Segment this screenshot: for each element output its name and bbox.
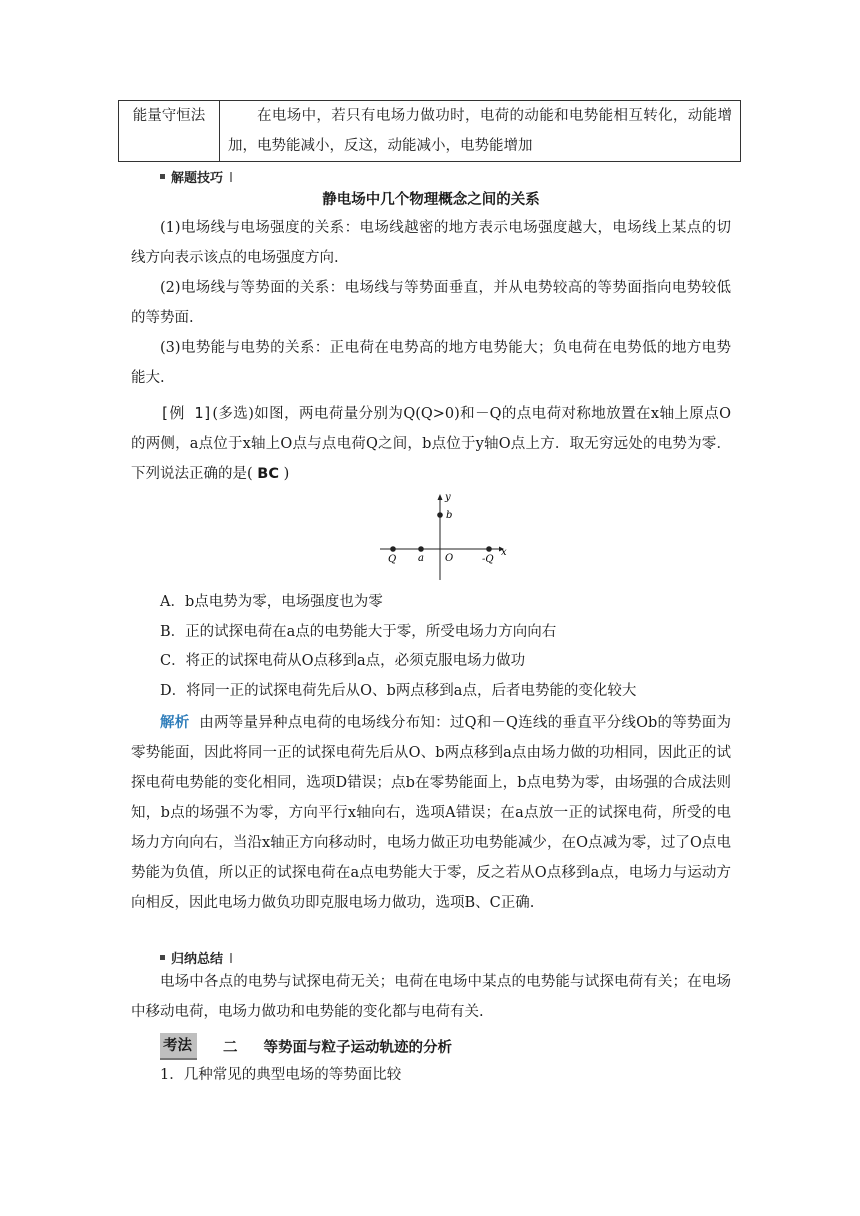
example-answer: BC — [257, 466, 279, 482]
tips-tag-label: 解题技巧 — [171, 171, 224, 186]
summary-tag-label: 归纳总结 — [171, 952, 224, 967]
table-row — [119, 101, 741, 162]
point-a-label: a — [418, 553, 424, 564]
charge-diagram — [380, 490, 510, 582]
charge-negative-Q-label: -Q — [482, 554, 494, 565]
example-close: ) — [283, 466, 290, 482]
divider-bar-icon — [230, 953, 232, 963]
divider-bar-icon — [230, 172, 232, 182]
method-name-cell: 能量守恒法 — [119, 101, 220, 162]
charge-negative-Q — [486, 546, 492, 552]
option-c: C．将正的试探电荷从O点移到a点，必须克服电场力做功 — [160, 653, 526, 669]
example-question — [131, 398, 731, 489]
law-table — [118, 100, 741, 162]
tips-item-2: (2)电场线与等势面的关系：电场线与等势面垂直，并从电势较高的等势面指向电势较低的等势面. — [131, 280, 731, 326]
option-a: A．b点电势为零，电场强度也为零 — [160, 594, 383, 610]
method-description-cell: 在电场中，若只有电场力做功时，电荷的动能和电势能相互转化，动能增加，电势能减小，反这，动能减小，电势能增加 — [220, 101, 741, 162]
square-bullet-icon — [160, 174, 165, 179]
tips-title: 静电场中几个物理概念之间的关系 — [322, 191, 540, 208]
section-heading — [160, 1033, 452, 1060]
point-b — [437, 512, 443, 518]
subheading: 1．几种常见的典型电场的等势面比较 — [160, 1067, 402, 1083]
y-axis-label: y — [445, 492, 451, 503]
option-d: D．将同一正的试探电荷先后从O、b两点移到a点，后者电势能的变化较大 — [160, 683, 637, 699]
analysis-label: 解析 — [160, 714, 190, 731]
tips-item-1: (1)电场线与电场强度的关系：电场线越密的地方表示电场强度越大，电场线上某点的切线方向表示该点的电场强度方向. — [131, 220, 731, 266]
option-b: B．正的试探电荷在a点的电势能大于零，所受电场力方向向右 — [160, 624, 557, 640]
tips-item-3: (3)电势能与电势的关系：正电荷在电势高的地方电势能大；负电荷在电势低的地方电势能大. — [131, 340, 731, 386]
y-axis-arrow-icon — [438, 494, 443, 500]
point-a — [418, 546, 424, 552]
charge-Q-label: Q — [388, 554, 397, 565]
example-label: [例 1] — [160, 404, 213, 422]
square-bullet-icon — [160, 955, 165, 960]
x-axis-label: x — [501, 547, 507, 558]
section-title: 等势面与粒子运动轨迹的分析 — [263, 1039, 452, 1056]
tips-tag — [160, 167, 232, 186]
section-box: 考法 — [160, 1033, 197, 1060]
example-text: (多选)如图，两电荷量分别为Q(Q>0)和－Q的点电荷对称地放置在x轴上原点O的两侧，a点位于x轴上O点与点电荷Q之间，b点位于y轴O点上方．取无穷远处的电势为零．下列说法正确的是( — [131, 406, 731, 482]
analysis-text: 由两等量异种点电荷的电场线分布知：过Q和－Q连线的垂直平分线Ob的等势面为零势能面，因此将同一正的试探电荷先后从O、b两点移到a点由场力做的功相同，因此正的试探电荷电势能的变化相同，选项D错误；点b在零势能面上，b点电势为零，由场强的合成法则知，b点的场强不为零，方向平行x轴向右，选项A错误；在a点放一正的试探电荷，所受的电场力方向向右，当沿x轴正方向移动时，电场力做正功电势能减少，在O点减为零，过了O点电势能为负值，所以正的试探电荷在a点电势能大于零，反之若从O点移到a点，电场力与运动方向相反，因此电场力做负功即克服电场力做功，选项B、C正确. — [131, 715, 732, 911]
analysis-paragraph — [131, 708, 731, 918]
summary-text: 电场中各点的电势与试探电荷无关；电荷在电场中某点的电势能与试探电荷有关；在电场中移动电荷，电场力做功和电势能的变化都与电荷有关. — [131, 974, 731, 1020]
origin-label: O — [445, 553, 454, 564]
charge-Q — [390, 546, 396, 552]
section-number: 二 — [223, 1039, 238, 1056]
point-b-label: b — [446, 510, 453, 521]
summary-tag — [160, 948, 232, 967]
